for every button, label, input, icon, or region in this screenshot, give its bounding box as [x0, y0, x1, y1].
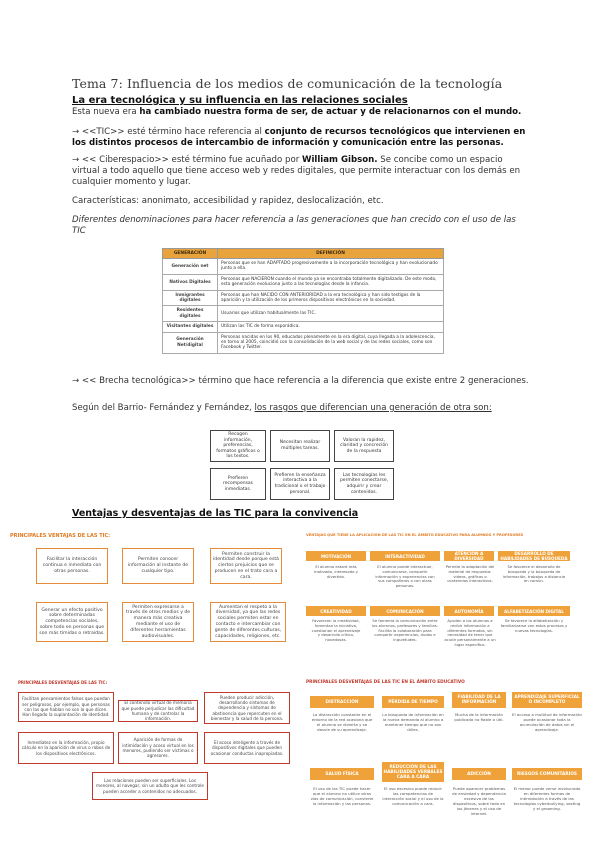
- desventaja-edu-text: El uso de las TIC puede hacer que el alumno no utilice otras vías de comunicación, convierte la información y las personas.: [310, 786, 374, 806]
- desventajas-panel-head: PRINCIPALES DESVENTAJAS DE LAS TIC:: [18, 680, 108, 685]
- paragraph-bold: ha cambiado nuestra forma de ser, de actuar y de relacionarnos con el mundo.: [139, 107, 522, 117]
- ventajas-educativo-head: VENTAJAS QUE TIENE LA APLICACIÓN DE LAS TIC EN EL ÁMBITO EDUCATIVO PARA ALUMNOS Y PROFESORES: [306, 533, 524, 537]
- generations-table: [162, 248, 444, 354]
- desventaja-edu-header: APRENDIZAJE SUPERFICIAL O INCOMPLETO: [512, 692, 582, 708]
- desventaja-edu-text: El uso excesivo puede reducir las competencias de interacción social y el uso de la comunicación a cara.: [382, 786, 444, 806]
- ventaja-edu-header: INTERACTIVIDAD: [370, 551, 440, 561]
- ventaja-edu-header: DESARROLLO DE HABILIDADES DE BÚSQUEDA: [498, 551, 570, 561]
- table-cell-gen: Residentes digitales: [163, 306, 218, 322]
- ventaja-box: Permiten expresarse a través de otros medios y de manera más creativa mediante el uso de diferentes herramientas audiovisuales.: [122, 602, 194, 642]
- desventajas-educativo-head: PRINCIPALES DESVENTAJAS DE LAS TIC EN EL ÁMBITO EDUCATIVO: [306, 680, 465, 685]
- trait-box: Prefieren recompensas inmediatas.: [210, 468, 266, 500]
- paragraph-underline: los rasgos que diferencian una generación de otra son:: [254, 403, 492, 413]
- ventaja-edu-header: COMUNICACIÓN: [370, 606, 440, 616]
- desventaja-edu-header: ADICCIÓN: [452, 768, 506, 780]
- ventaja-edu-text: El alumno estará más motivado, interesado y divertido.: [314, 564, 358, 579]
- desventaja-box: Pueden producir adicción, desarrollando síntomas de dependencia y síntomas de abstinencia que repercuten en el bienestar y la salud de la persona.: [204, 692, 290, 724]
- table-cell-def: Utilizan las TIC de forma esporádica.: [218, 322, 444, 332]
- ventaja-box: Permiten conocer información al instante de cualquier tipo.: [122, 548, 194, 584]
- table-row: [163, 290, 444, 306]
- desventaja-box: Inmediatez en la información, propio cálculo en la aparición de virus o robos de los dispositivos electrónicos.: [18, 732, 114, 764]
- trait-box: Valoran la rapidez, claridad y concreción de la respuesta: [334, 430, 394, 462]
- page-title: Tema 7: Influencia de los medios de comunicación de la tecnología: [72, 76, 503, 91]
- paragraph-bold: conjunto de recursos tecnológicos que intervienen en los distintos procesos de intercambio de información y comunicación entre las personas.: [72, 127, 526, 148]
- desventaja-edu-text: La búsqueda de información en la nueva demanda al alumno a mantener tiempo que no son útiles.: [382, 712, 444, 732]
- table-cell-def: Personas que NACIERON cuando el mundo ya se encontraba totalmente digitalizado. De este modo, esta generación evoluciona junto a las tecnologías desde la infancia.: [218, 274, 444, 290]
- table-cell-def: Personas que se han ADAPTADO progresivamente a la incorporación tecnológica y han evolucionado junto a ella.: [218, 259, 444, 275]
- desventaja-edu-header: FIABILIDAD DE LA INFORMACIÓN: [452, 692, 506, 708]
- table-row: [163, 306, 444, 322]
- desventaja-box: Facilitan pensamientos falsos que puedan ser peligrosos, por ejemplo, que personas con las que hablan no son lo que dicen. Han llegado la suplantación de identidad.: [18, 692, 114, 722]
- table-cell-gen: Visitantes digitales: [163, 322, 218, 332]
- desventaja-box: El contenido virtual de memoria que puede perjudicar las dificultad humana y de controlar la información.: [118, 700, 198, 722]
- paragraph-text: Se concibe como un espacio virtual a todo aquello que tiene acceso web y redes digitales, que permite interactuar con los demás en cualquier momento y lugar.: [72, 155, 521, 187]
- paragraph-denominaciones: [72, 215, 532, 237]
- ventaja-edu-header: MOTIVACIÓN: [306, 551, 366, 561]
- paragraph-brecha: → << Brecha tecnológica>> término que hace referencia a la diferencia que existe entre 2 generaciones.: [72, 376, 529, 386]
- ventaja-box: Permiten construir la identidad desde porque está ciertos prejuicios que se producen en el trato cara a cara.: [210, 548, 282, 584]
- desventaja-edu-header: DISTRACCIÓN: [310, 696, 374, 708]
- trait-box: Necesitan realizar múltiples tareas.: [270, 430, 330, 462]
- table-cell-def: Usuarios que utilizan habitualmente las TIC.: [218, 306, 444, 322]
- ventaja-edu-header: ALFABETIZACIÓN DIGITAL: [498, 606, 570, 616]
- desventaja-box: Las relaciones pueden ser superficiales. Los menores, al navegar, sin un adulto que les controle pueden acceder a contenidos no adecuados.: [92, 772, 208, 800]
- paragraph-tic: [72, 127, 532, 149]
- ventaja-edu-header: AUTONOMÍA: [444, 606, 494, 616]
- desventaja-edu-header: PÉRDIDA DE TIEMPO: [382, 696, 444, 708]
- section-subtitle: La era tecnológica y su influencia en las relaciones sociales: [72, 95, 408, 106]
- paragraph-caracteristicas: Características: anonimato, accesibilidad y rapidez, deslocalización, etc.: [72, 196, 384, 206]
- table-row: [163, 322, 444, 332]
- paragraph-era: [72, 107, 532, 118]
- ventaja-box: Aumentan el respeto a la diversidad, ya que las redes sociales permiten estar en contacto e intercambiar con gente de diferentes culturas, capacidades, religiones, etc.: [210, 602, 286, 642]
- desventaja-edu-header: RIESGOS COMUNITARIOS: [512, 768, 582, 780]
- ventaja-edu-text: Ayudan a los alumnos a recibir información a diferentes formatos, sin necesidad de tener que acudir personalmente a un lugar específico.: [444, 618, 496, 647]
- desventaja-box: El acoso inteligente a través de dispositivos digitales que pueden ocasionar conductas inapropiadas.: [204, 732, 290, 764]
- ventajas-title: Ventajas y desventajas de las TIC para la convivencia: [72, 508, 359, 519]
- table-row: [163, 332, 444, 353]
- paragraph-bold: William Gibson.: [301, 155, 378, 165]
- ventaja-edu-text: Se favorece la alfabetización y familiarizarse con estos procesos y nuevas tecnologías.: [500, 618, 568, 633]
- table-cell-def: Personas nacidas en los 90, educados plenamente en la era digital, cuya llegada a la adolescencia, en torno al 2005, coincidió con la consolidación de la web social y de las redes sociales, como son Facebook y Twitter.: [218, 332, 444, 353]
- desventaja-edu-header: SALUD FÍSICA: [310, 768, 374, 780]
- paragraph-text: Esta nueva era: [72, 107, 140, 117]
- paragraph-ciberespacio: [72, 155, 532, 188]
- desventaja-edu-text: La distracción constante en el entorno de la red ocasiona que el alumno se divierta y se desvíe de su aprendizaje.: [311, 712, 373, 732]
- paragraph-text: Según del Barrio- Fernández y Fernández,: [72, 403, 255, 413]
- desventaja-edu-text: Puede aparecer problemas de ansiedad y dependencia excesiva de los dispositivos, sobre todo en los jóvenes y el uso de internet.: [452, 786, 506, 816]
- desventaja-edu-text: El acceso a multitud de información puede ocasionar toda la acumulación de datos sin el aprendizaje.: [512, 712, 582, 732]
- trait-box: Recogen información, preferencias, formatos gráficos o los textos.: [210, 430, 266, 462]
- ventaja-edu-text: Favorecen la creatividad, fomentan la iniciativa, cuestionan el aprendizaje y desarrollo crítico, novedosas.: [311, 618, 361, 643]
- ventaja-edu-text: Se favorece el desarrollo de búsqueda y la búsqueda de información, trabajos a distancia en común.: [502, 564, 566, 584]
- table-cell-gen: Generación Net/digital: [163, 332, 218, 353]
- table-cell-gen: Inmigrantes digitales: [163, 290, 218, 306]
- desventaja-edu-text: Mucha de la información publicada no fiable o útil.: [454, 712, 504, 722]
- table-cell-gen: Generación net: [163, 259, 218, 275]
- table-cell-gen: Nativos Digitales: [163, 274, 218, 290]
- ventaja-box: Facilitar la interacción continua e inmediata con otras personas.: [36, 548, 108, 584]
- ventaja-edu-text: Permite la adaptación del material de respuesta: videos, gráficos o contenidos interactivos.: [445, 564, 495, 584]
- ventaja-edu-header: CREATIVIDAD: [306, 606, 366, 616]
- ventaja-edu-header: ATENCIÓN A DIVERSIDAD: [444, 551, 494, 561]
- ventajas-panel-head: PRINCIPALES VENTAJAS DE LAS TIC:: [10, 533, 111, 539]
- table-row: [163, 274, 444, 290]
- table-header-generacion: GENERACIÓN: [163, 249, 218, 259]
- paragraph-italic: Diferentes denominaciones para hacer referencia a las generaciones que han crecido con el uso de las TIC: [72, 215, 516, 236]
- paragraph-text: → <<TIC>> esté término hace referencia al: [72, 127, 265, 137]
- ventaja-edu-text: Se fomenta la comunicación entre los alumnos, profesores y familias. Facilita la colaboración para compartir experiencias, dudas e inquietudes.: [372, 618, 438, 643]
- desventaja-edu-header: REDUCCIÓN DE LAS HABILIDADES VERBALES CARA A CARA: [382, 762, 444, 782]
- table-header-definicion: DEFINICIÓN: [218, 249, 444, 259]
- paragraph-rasgos: [72, 403, 532, 414]
- ventaja-edu-text: El alumno puede interactuar, comunicarse, compartir información y experiencias con sus compañeros o con otras personas.: [375, 564, 435, 589]
- desventaja-edu-text: El menor puede verse involucrado en diferentes formas de intimidación a través de las tecnologías cyberbullying, sexting y el grooming.: [513, 786, 581, 811]
- ventaja-box: Generar un efecto positivo sobre determinadas competencias sociales, sobre todo en personas que son más tímidas o retraídas.: [36, 602, 108, 642]
- trait-box: Prefieren la enseñanza interactiva a la tradicional o el trabajo personal.: [270, 468, 330, 500]
- table-cell-def: Personas que han NACIDO CON ANTERIORIDAD a la era tecnológica y han sido testigos de la aparición y la utilización de los primeros dispositivos electrónicos en la sociedad.: [218, 290, 444, 306]
- trait-box: Las tecnologías les permiten conectarse, adquirir y crear contenidos.: [334, 468, 394, 500]
- paragraph-text: → << Ciberespacio>> esté término fue acuñado por: [72, 155, 302, 165]
- desventaja-box: Aparición de formas de intimidación y acoso virtual en los menores, pudiendo ser víctimas o agresores.: [118, 732, 198, 764]
- table-row: [163, 259, 444, 275]
